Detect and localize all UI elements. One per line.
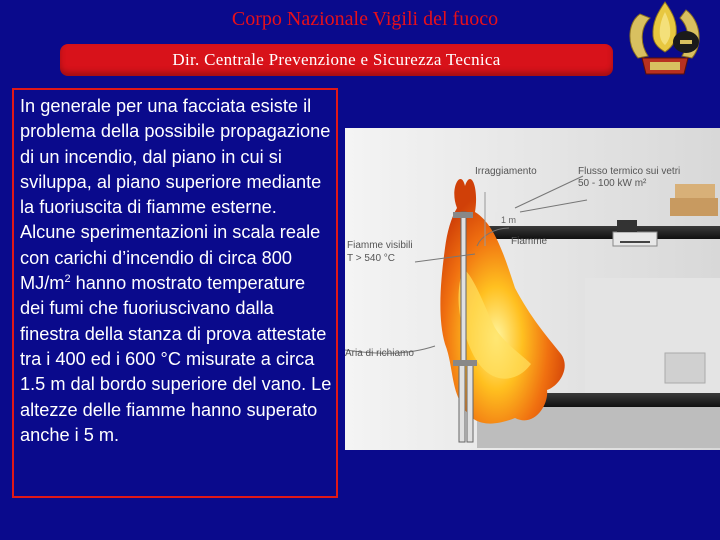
label-distance: 1 m — [501, 215, 517, 225]
body-text-box — [12, 88, 338, 498]
page-title: Corpo Nazionale Vigili del fuoco — [231, 8, 499, 30]
label-aria-di-richiamo: Aria di richiamo — [345, 348, 414, 359]
body-text-part2: hanno mostrato temperature dei fumi che fuoriuscivano dalla finestra della stanza di prova attestate tra i 400 ed i 600 °C misurate a circa 1.5 m dal bordo superiore del vano. Le altezze delle fiamme hanno superato anche i 5 m. — [20, 273, 332, 445]
label-fiamme: Fiamme — [511, 236, 548, 247]
subtitle-bar — [60, 44, 613, 76]
label-fiamme-visibili: Fiamme visibili — [347, 240, 413, 251]
subtitle: Dir. Centrale Prevenzione e Sicurezza Tecnica — [172, 50, 501, 69]
label-temperatura: T > 540 °C — [347, 253, 396, 264]
body-text-part1: In generale per una facciata esiste il problema della possibile propagazione di un incendio, dal piano in cui si sviluppa, al piano superiore mediante la fuoriuscita di fiamme esterne. Alcune sperimentazioni in scala reale con carichi d’incendio di circa 800 MJ/m — [20, 96, 331, 294]
body-text-superscript: 2 — [64, 273, 71, 286]
vigili-del-fuoco-emblem-icon — [620, 0, 710, 78]
label-flusso-valore: 50 - 100 kW m² — [578, 178, 647, 189]
facade-fire-figure — [345, 128, 720, 450]
label-irraggiamento: Irraggiamento — [475, 166, 537, 177]
label-flusso-termico: Flusso termico sui vetri — [578, 166, 681, 177]
